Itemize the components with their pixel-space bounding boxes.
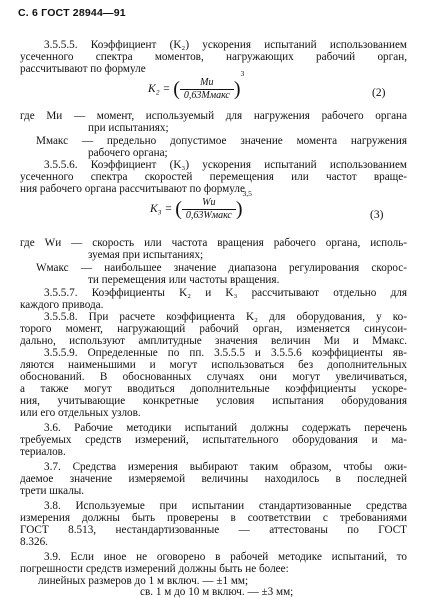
text-line: торого момент, нагружающий рабочий орган, изменяется синусои- — [20, 323, 407, 335]
text-line: обоснований. В обоснованных случаях они могут увеличиваться, — [20, 371, 407, 383]
text-line: ния, учитывающие конкретные условия испытания оборудования — [20, 395, 407, 407]
text-line: или его отдельных узлов. — [20, 407, 141, 419]
formula-2-denominator: 0,63Mмакс — [183, 90, 230, 101]
formula-3-exponent: 3,5 — [242, 189, 252, 198]
text-line: дально, используют амплитудные значения величин Mи и Mмакс. — [20, 335, 407, 347]
text-line: 3.5.5.9. Определенные по пп. 3.5.5.5 и 3.5.5.6 коэффициенты яв- — [44, 347, 407, 359]
text-line: ГОСТ 8.513, нестандартизованные — аттестованы по ГОСТ — [20, 524, 407, 536]
text-line: 3.5.5.6. Коэффициент (K₃) ускорения испытаний использованием — [44, 159, 407, 171]
text-line: 3.5.5.8. При расчете коэффициента K₂ для оборудования, у ко- — [44, 311, 407, 323]
formula-3-denominator: 0,63Wмакс — [185, 210, 232, 221]
text-line: 8.326. — [20, 536, 48, 548]
text-line: Wмакс — наибольшее значение диапазона регулирования скорос- — [36, 262, 407, 274]
text-line: при испытаниях; — [88, 122, 169, 134]
text-line: трети шкалы. — [20, 485, 85, 497]
formula-2: K₂ = ( $\frac{Mи}{\text{0,63Mмакс}}$ )$^3$ — [148, 69, 245, 101]
text-line: 3.5.5.5. Коэффициент (K₂) ускорения испытаний использованием — [44, 39, 407, 51]
text-line: 3.8. Используемые при испытании стандартизованные средства — [44, 500, 407, 512]
list-item: св. 1 м до 10 м включ. — ±3 мм; — [140, 586, 294, 598]
formula-3: K₃ = ( $\frac{Wи}{\text{0,63Wмакс}}$ )$^{3,5}$ — [150, 189, 252, 221]
text-line: рабочего органа; — [88, 147, 168, 159]
text-line: 3.6. Рабочие методики испытаний должны содержать перечень — [44, 422, 407, 434]
formula-3-numerator: Wи — [202, 197, 216, 208]
text-line: усеченного спектра моментов, нагружающих рабочий орган, — [20, 51, 407, 63]
text-line: погрешности средств измерений должны быть не более: — [20, 563, 289, 575]
text-line: ния рабочего органа рассчитывают по формуле — [20, 183, 245, 195]
text-line: а также могут вводиться дополнительные коэффициенты ускоре- — [20, 383, 407, 395]
formula-2-numerator: Mи — [200, 77, 214, 88]
formula-2-fraction — [180, 77, 234, 102]
formula-2-exponent: 3 — [240, 69, 245, 78]
formula-3-number: (3) — [370, 209, 384, 221]
formula-2-number: (2) — [372, 87, 386, 99]
page-header: С. 6 ГОСТ 28944—91 — [18, 7, 126, 19]
list-item: линейных размеров до 1 м включ. — ±1 мм; — [38, 575, 249, 587]
text-line: каждого привода. — [20, 299, 104, 311]
text-line: зуемая при испытаниях; — [88, 249, 204, 261]
text-line: усеченного спектра скоростей перемещения или частот враще- — [20, 171, 407, 183]
text-line: териалов. — [20, 446, 66, 458]
text-line: рассчитывают по формуле — [20, 63, 146, 75]
formula-3-fraction — [182, 197, 236, 222]
text-line: требуемых средств измерений, испытательного оборудования и ма- — [20, 434, 407, 446]
text-line: даемое значение измеряемой величины находилось в последней — [20, 473, 407, 485]
text-line: где Wи — скорость или частота вращения рабочего органа, исполь- — [20, 237, 407, 249]
text-line: измерения должны быть проверены в соответствии с требованиями — [20, 512, 407, 524]
formula-2-lhs: K₂ = — [148, 83, 171, 96]
text-line: Mмакс — предельно допустимое значение момента нагружения — [36, 135, 407, 147]
text-line: ти перемещения или частоты вращения. — [88, 274, 280, 286]
text-line: 3.7. Средства измерения выбирают таким образом, чтобы ожи- — [44, 461, 407, 473]
text-line: 3.9. Если иное не оговорено в рабочей методике испытаний, то — [44, 551, 407, 563]
text-line: где Mи — момент, используемый для нагружения рабочего органа — [20, 110, 407, 122]
text-line: ляются наименьшими и могут использоваться без дополнительных — [20, 359, 407, 371]
text-line: 3.5.5.7. Коэффициенты K₂ и K₃ рассчитывают отдельно для — [44, 287, 407, 299]
formula-3-lhs: K₃ = — [150, 203, 173, 216]
